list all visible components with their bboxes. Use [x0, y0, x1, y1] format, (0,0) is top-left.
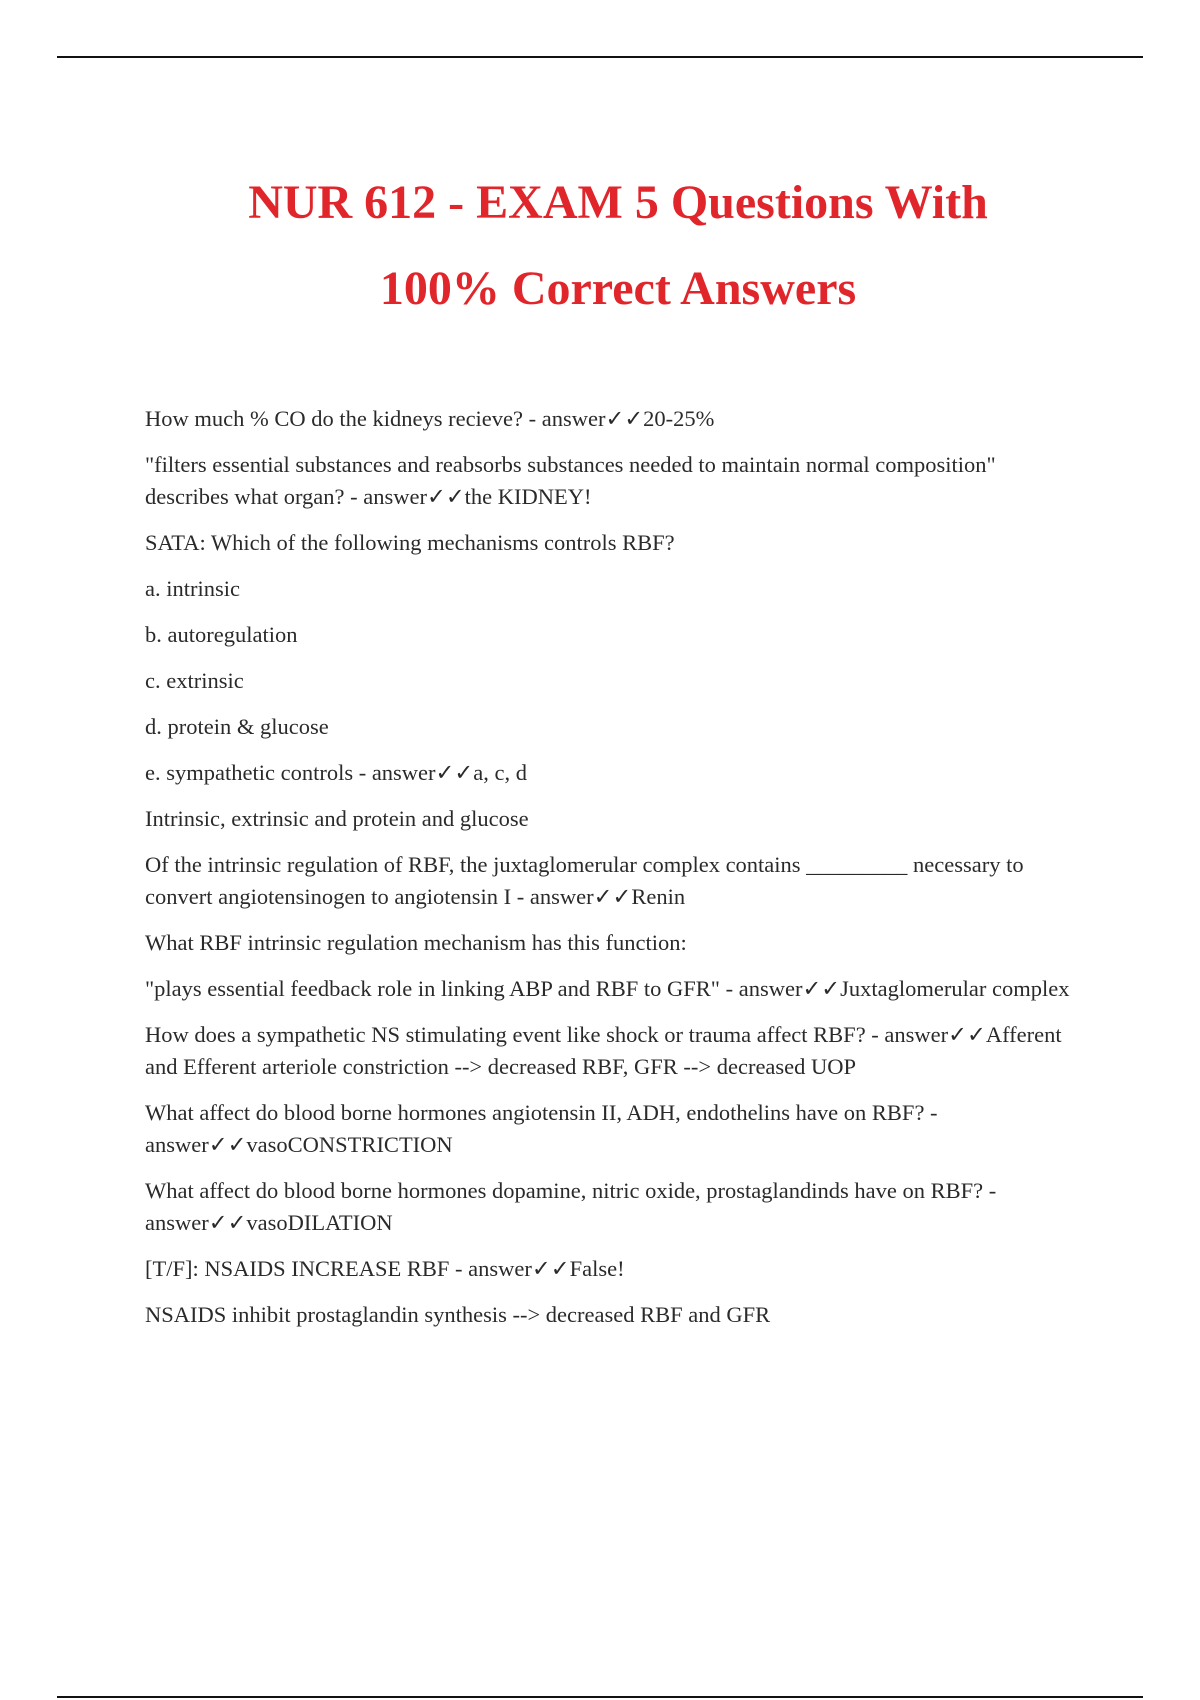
- paragraph: How does a sympathetic NS stimulating event like shock or trauma affect RBF? - answer✓✓Afferent and Efferent arteriole constriction --> decreased RBF, GFR --> decreased UOP: [145, 1022, 1062, 1079]
- page-title: [0, 160, 1200, 332]
- paragraph: Of the intrinsic regulation of RBF, the juxtaglomerular complex contains _________ necessary to convert angiotensinogen to angiotensin I - answer✓✓Renin: [145, 852, 1024, 909]
- paragraph: What affect do blood borne hormones dopamine, nitric oxide, prostaglandinds have on RBF? - answer✓✓vasoDILATION: [145, 1178, 997, 1235]
- paragraph: [T/F]: NSAIDS INCREASE RBF - answer✓✓False!: [145, 1256, 625, 1281]
- paragraph: e. sympathetic controls - answer✓✓a, c, d: [145, 760, 527, 785]
- paragraph: a. intrinsic: [145, 576, 240, 601]
- paragraph: "filters essential substances and reabsorbs substances needed to maintain normal composition" describes what organ? - answer✓✓the KIDNEY!: [145, 452, 996, 509]
- paragraph: What affect do blood borne hormones angiotensin II, ADH, endothelins have on RBF? - answer✓✓vasoCONSTRICTION: [145, 1100, 938, 1157]
- paragraph: c. extrinsic: [145, 668, 244, 693]
- paragraph: How much % CO do the kidneys recieve? - answer✓✓20-25%: [145, 406, 715, 431]
- paragraph: What RBF intrinsic regulation mechanism has this function:: [145, 930, 687, 955]
- title-line-1: NUR 612 - EXAM 5 Questions With: [248, 176, 988, 229]
- bottom-rule: [57, 1696, 1143, 1698]
- paragraph: "plays essential feedback role in linking ABP and RBF to GFR" - answer✓✓Juxtaglomerular complex: [145, 976, 1070, 1001]
- paragraph: SATA: Which of the following mechanisms controls RBF?: [145, 530, 675, 555]
- paragraph: d. protein & glucose: [145, 714, 329, 739]
- top-rule: [57, 56, 1143, 58]
- paragraph: b. autoregulation: [145, 622, 298, 647]
- paragraph: NSAIDS inhibit prostaglandin synthesis --> decreased RBF and GFR: [145, 1302, 771, 1327]
- paragraph: Intrinsic, extrinsic and protein and glucose: [145, 806, 529, 831]
- document-body: [145, 403, 1075, 1345]
- title-line-2: 100% Correct Answers: [379, 262, 857, 315]
